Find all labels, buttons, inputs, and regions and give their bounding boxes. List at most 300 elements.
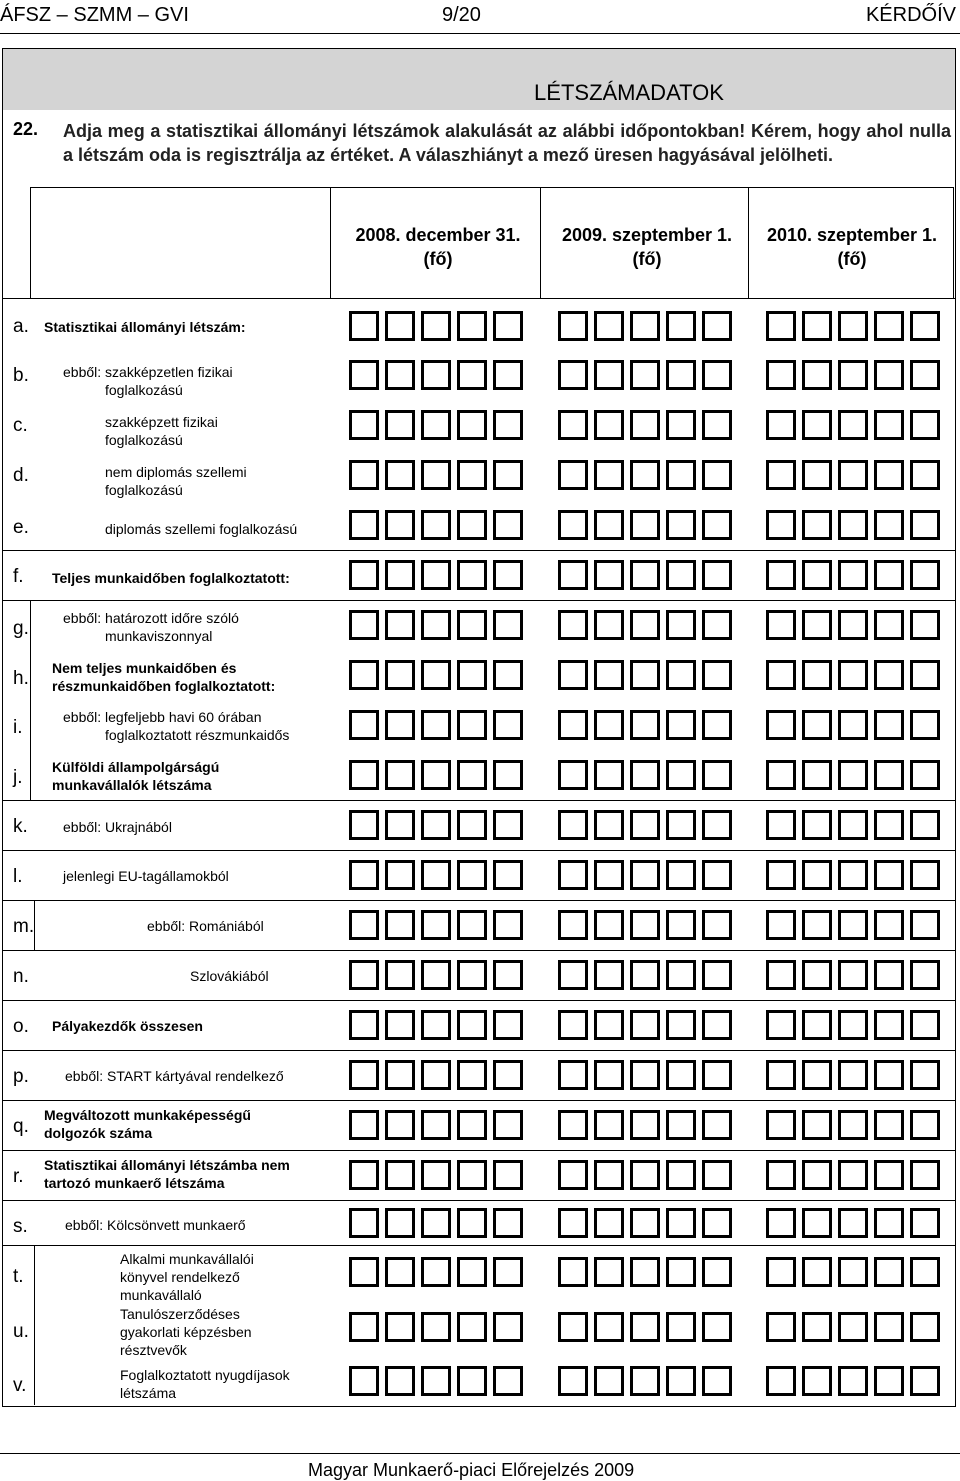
digit-cell[interactable] [349, 710, 379, 740]
digit-cell[interactable] [666, 1060, 696, 1090]
digit-cell[interactable] [493, 1257, 523, 1287]
digit-cell[interactable] [910, 1366, 940, 1396]
digit-cell[interactable] [594, 610, 624, 640]
digit-cell[interactable] [493, 710, 523, 740]
digit-cell[interactable] [874, 610, 904, 640]
digit-cell[interactable] [910, 1060, 940, 1090]
digit-cell[interactable] [594, 360, 624, 390]
digit-cell[interactable] [766, 510, 796, 540]
digit-cell[interactable] [421, 810, 451, 840]
digit-cell[interactable] [558, 360, 588, 390]
digit-cell[interactable] [838, 710, 868, 740]
digit-cell[interactable] [838, 1257, 868, 1287]
digit-cell[interactable] [558, 460, 588, 490]
digit-cell[interactable] [385, 360, 415, 390]
digit-cell[interactable] [802, 460, 832, 490]
digit-cell[interactable] [457, 910, 487, 940]
digit-cell[interactable] [702, 560, 732, 590]
digit-cell[interactable] [558, 1110, 588, 1140]
digit-cell[interactable] [630, 1312, 660, 1342]
digit-cell[interactable] [349, 1010, 379, 1040]
digit-cell[interactable] [385, 1312, 415, 1342]
digit-cell[interactable] [874, 510, 904, 540]
digit-cell[interactable] [630, 810, 660, 840]
digit-cell[interactable] [421, 1257, 451, 1287]
digit-cell[interactable] [385, 1110, 415, 1140]
digit-cell[interactable] [910, 560, 940, 590]
digit-cell[interactable] [594, 1160, 624, 1190]
digit-cell[interactable] [349, 910, 379, 940]
digit-cell[interactable] [874, 760, 904, 790]
digit-cell[interactable] [910, 311, 940, 341]
digit-cell[interactable] [802, 660, 832, 690]
digit-cell[interactable] [457, 710, 487, 740]
digit-cell[interactable] [702, 810, 732, 840]
digit-cell[interactable] [702, 1110, 732, 1140]
digit-cell[interactable] [910, 810, 940, 840]
digit-cell[interactable] [558, 1366, 588, 1396]
digit-cell[interactable] [666, 410, 696, 440]
digit-cell[interactable] [594, 560, 624, 590]
digit-cell[interactable] [421, 311, 451, 341]
digit-cell[interactable] [594, 460, 624, 490]
digit-cell[interactable] [910, 510, 940, 540]
digit-cell[interactable] [385, 311, 415, 341]
digit-cell[interactable] [457, 760, 487, 790]
digit-cell[interactable] [630, 660, 660, 690]
digit-cell[interactable] [874, 1110, 904, 1140]
digit-cell[interactable] [493, 1110, 523, 1140]
digit-cell[interactable] [766, 810, 796, 840]
digit-cell[interactable] [702, 1312, 732, 1342]
digit-cell[interactable] [666, 660, 696, 690]
digit-cell[interactable] [630, 1208, 660, 1238]
digit-cell[interactable] [594, 1366, 624, 1396]
digit-cell[interactable] [910, 1010, 940, 1040]
digit-cell[interactable] [594, 1110, 624, 1140]
digit-cell[interactable] [349, 1110, 379, 1140]
digit-cell[interactable] [702, 960, 732, 990]
digit-cell[interactable] [457, 1060, 487, 1090]
digit-cell[interactable] [349, 960, 379, 990]
digit-cell[interactable] [421, 910, 451, 940]
digit-cell[interactable] [349, 560, 379, 590]
digit-cell[interactable] [666, 760, 696, 790]
digit-cell[interactable] [457, 1366, 487, 1396]
digit-cell[interactable] [766, 610, 796, 640]
digit-cell[interactable] [874, 1257, 904, 1287]
digit-cell[interactable] [630, 1010, 660, 1040]
digit-cell[interactable] [493, 460, 523, 490]
digit-cell[interactable] [457, 560, 487, 590]
digit-cell[interactable] [349, 1160, 379, 1190]
digit-cell[interactable] [630, 410, 660, 440]
digit-cell[interactable] [802, 910, 832, 940]
digit-cell[interactable] [766, 311, 796, 341]
digit-cell[interactable] [558, 760, 588, 790]
digit-cell[interactable] [802, 360, 832, 390]
digit-cell[interactable] [493, 810, 523, 840]
digit-cell[interactable] [838, 610, 868, 640]
digit-cell[interactable] [874, 311, 904, 341]
digit-cell[interactable] [493, 1366, 523, 1396]
digit-cell[interactable] [421, 1110, 451, 1140]
digit-cell[interactable] [349, 760, 379, 790]
digit-cell[interactable] [385, 1060, 415, 1090]
digit-cell[interactable] [421, 410, 451, 440]
digit-cell[interactable] [874, 860, 904, 890]
digit-cell[interactable] [630, 610, 660, 640]
digit-cell[interactable] [421, 1160, 451, 1190]
digit-cell[interactable] [421, 1312, 451, 1342]
digit-cell[interactable] [349, 460, 379, 490]
digit-cell[interactable] [666, 1366, 696, 1396]
digit-cell[interactable] [874, 960, 904, 990]
digit-cell[interactable] [457, 460, 487, 490]
digit-cell[interactable] [385, 1160, 415, 1190]
digit-cell[interactable] [349, 1312, 379, 1342]
digit-cell[interactable] [630, 860, 660, 890]
digit-cell[interactable] [493, 510, 523, 540]
digit-cell[interactable] [874, 360, 904, 390]
digit-cell[interactable] [457, 660, 487, 690]
digit-cell[interactable] [493, 660, 523, 690]
digit-cell[interactable] [910, 410, 940, 440]
digit-cell[interactable] [349, 610, 379, 640]
digit-cell[interactable] [874, 810, 904, 840]
digit-cell[interactable] [493, 910, 523, 940]
digit-cell[interactable] [349, 311, 379, 341]
digit-cell[interactable] [630, 760, 660, 790]
digit-cell[interactable] [874, 410, 904, 440]
digit-cell[interactable] [702, 1010, 732, 1040]
digit-cell[interactable] [838, 510, 868, 540]
digit-cell[interactable] [558, 810, 588, 840]
digit-cell[interactable] [558, 1257, 588, 1287]
digit-cell[interactable] [349, 860, 379, 890]
digit-cell[interactable] [630, 1257, 660, 1287]
digit-cell[interactable] [802, 1366, 832, 1396]
digit-cell[interactable] [910, 610, 940, 640]
digit-cell[interactable] [838, 810, 868, 840]
digit-cell[interactable] [421, 560, 451, 590]
digit-cell[interactable] [457, 1160, 487, 1190]
digit-cell[interactable] [838, 311, 868, 341]
digit-cell[interactable] [666, 460, 696, 490]
digit-cell[interactable] [493, 410, 523, 440]
digit-cell[interactable] [385, 510, 415, 540]
digit-cell[interactable] [702, 410, 732, 440]
digit-cell[interactable] [558, 610, 588, 640]
digit-cell[interactable] [421, 660, 451, 690]
digit-cell[interactable] [385, 1208, 415, 1238]
digit-cell[interactable] [349, 1060, 379, 1090]
digit-cell[interactable] [630, 1366, 660, 1396]
digit-cell[interactable] [874, 1010, 904, 1040]
digit-cell[interactable] [630, 960, 660, 990]
digit-cell[interactable] [802, 1060, 832, 1090]
digit-cell[interactable] [385, 910, 415, 940]
digit-cell[interactable] [766, 1257, 796, 1287]
digit-cell[interactable] [702, 910, 732, 940]
digit-cell[interactable] [766, 360, 796, 390]
digit-cell[interactable] [594, 1257, 624, 1287]
digit-cell[interactable] [558, 960, 588, 990]
digit-cell[interactable] [702, 660, 732, 690]
digit-cell[interactable] [702, 360, 732, 390]
digit-cell[interactable] [702, 1366, 732, 1396]
digit-cell[interactable] [630, 311, 660, 341]
digit-cell[interactable] [349, 810, 379, 840]
digit-cell[interactable] [666, 1208, 696, 1238]
digit-cell[interactable] [910, 860, 940, 890]
digit-cell[interactable] [838, 460, 868, 490]
digit-cell[interactable] [766, 860, 796, 890]
digit-cell[interactable] [910, 360, 940, 390]
digit-cell[interactable] [457, 410, 487, 440]
digit-cell[interactable] [910, 1160, 940, 1190]
digit-cell[interactable] [421, 610, 451, 640]
digit-cell[interactable] [766, 460, 796, 490]
digit-cell[interactable] [802, 510, 832, 540]
digit-cell[interactable] [594, 1208, 624, 1238]
digit-cell[interactable] [349, 410, 379, 440]
digit-cell[interactable] [493, 1208, 523, 1238]
digit-cell[interactable] [594, 410, 624, 440]
digit-cell[interactable] [838, 660, 868, 690]
digit-cell[interactable] [630, 1110, 660, 1140]
digit-cell[interactable] [385, 560, 415, 590]
digit-cell[interactable] [457, 860, 487, 890]
digit-cell[interactable] [910, 1208, 940, 1238]
digit-cell[interactable] [802, 810, 832, 840]
digit-cell[interactable] [766, 660, 796, 690]
digit-cell[interactable] [385, 810, 415, 840]
digit-cell[interactable] [421, 860, 451, 890]
digit-cell[interactable] [493, 1312, 523, 1342]
digit-cell[interactable] [421, 760, 451, 790]
digit-cell[interactable] [385, 1257, 415, 1287]
digit-cell[interactable] [385, 760, 415, 790]
digit-cell[interactable] [802, 1010, 832, 1040]
digit-cell[interactable] [874, 660, 904, 690]
digit-cell[interactable] [385, 960, 415, 990]
digit-cell[interactable] [838, 910, 868, 940]
digit-cell[interactable] [666, 1257, 696, 1287]
digit-cell[interactable] [802, 610, 832, 640]
digit-cell[interactable] [838, 1110, 868, 1140]
digit-cell[interactable] [910, 960, 940, 990]
digit-cell[interactable] [802, 560, 832, 590]
digit-cell[interactable] [702, 311, 732, 341]
digit-cell[interactable] [421, 460, 451, 490]
digit-cell[interactable] [457, 510, 487, 540]
digit-cell[interactable] [457, 1110, 487, 1140]
digit-cell[interactable] [666, 1110, 696, 1140]
digit-cell[interactable] [493, 1060, 523, 1090]
digit-cell[interactable] [666, 360, 696, 390]
digit-cell[interactable] [594, 311, 624, 341]
digit-cell[interactable] [349, 360, 379, 390]
digit-cell[interactable] [630, 1060, 660, 1090]
digit-cell[interactable] [457, 610, 487, 640]
digit-cell[interactable] [666, 810, 696, 840]
digit-cell[interactable] [838, 410, 868, 440]
digit-cell[interactable] [874, 1312, 904, 1342]
digit-cell[interactable] [666, 860, 696, 890]
digit-cell[interactable] [558, 410, 588, 440]
digit-cell[interactable] [802, 410, 832, 440]
digit-cell[interactable] [630, 560, 660, 590]
digit-cell[interactable] [766, 910, 796, 940]
digit-cell[interactable] [838, 1010, 868, 1040]
digit-cell[interactable] [910, 1312, 940, 1342]
digit-cell[interactable] [493, 860, 523, 890]
digit-cell[interactable] [874, 710, 904, 740]
digit-cell[interactable] [421, 1208, 451, 1238]
digit-cell[interactable] [558, 560, 588, 590]
digit-cell[interactable] [838, 560, 868, 590]
digit-cell[interactable] [457, 1208, 487, 1238]
digit-cell[interactable] [594, 1060, 624, 1090]
digit-cell[interactable] [802, 1312, 832, 1342]
digit-cell[interactable] [838, 860, 868, 890]
digit-cell[interactable] [493, 1010, 523, 1040]
digit-cell[interactable] [493, 610, 523, 640]
digit-cell[interactable] [910, 710, 940, 740]
digit-cell[interactable] [630, 910, 660, 940]
digit-cell[interactable] [349, 660, 379, 690]
digit-cell[interactable] [666, 710, 696, 740]
digit-cell[interactable] [874, 1160, 904, 1190]
digit-cell[interactable] [802, 760, 832, 790]
digit-cell[interactable] [874, 460, 904, 490]
digit-cell[interactable] [702, 510, 732, 540]
digit-cell[interactable] [702, 460, 732, 490]
digit-cell[interactable] [702, 760, 732, 790]
digit-cell[interactable] [838, 1208, 868, 1238]
digit-cell[interactable] [766, 1010, 796, 1040]
digit-cell[interactable] [910, 460, 940, 490]
digit-cell[interactable] [385, 710, 415, 740]
digit-cell[interactable] [558, 1060, 588, 1090]
digit-cell[interactable] [457, 1257, 487, 1287]
digit-cell[interactable] [910, 660, 940, 690]
digit-cell[interactable] [349, 1257, 379, 1287]
digit-cell[interactable] [558, 860, 588, 890]
digit-cell[interactable] [630, 710, 660, 740]
digit-cell[interactable] [385, 610, 415, 640]
digit-cell[interactable] [766, 560, 796, 590]
digit-cell[interactable] [910, 760, 940, 790]
digit-cell[interactable] [874, 1208, 904, 1238]
digit-cell[interactable] [493, 1160, 523, 1190]
digit-cell[interactable] [802, 710, 832, 740]
digit-cell[interactable] [630, 1160, 660, 1190]
digit-cell[interactable] [558, 710, 588, 740]
digit-cell[interactable] [666, 1010, 696, 1040]
digit-cell[interactable] [910, 910, 940, 940]
digit-cell[interactable] [702, 610, 732, 640]
digit-cell[interactable] [802, 960, 832, 990]
digit-cell[interactable] [558, 1160, 588, 1190]
digit-cell[interactable] [874, 1060, 904, 1090]
digit-cell[interactable] [802, 311, 832, 341]
digit-cell[interactable] [766, 960, 796, 990]
digit-cell[interactable] [457, 360, 487, 390]
digit-cell[interactable] [385, 660, 415, 690]
digit-cell[interactable] [838, 1366, 868, 1396]
digit-cell[interactable] [838, 360, 868, 390]
digit-cell[interactable] [493, 560, 523, 590]
digit-cell[interactable] [630, 360, 660, 390]
digit-cell[interactable] [385, 410, 415, 440]
digit-cell[interactable] [702, 710, 732, 740]
digit-cell[interactable] [666, 311, 696, 341]
digit-cell[interactable] [457, 960, 487, 990]
digit-cell[interactable] [838, 760, 868, 790]
digit-cell[interactable] [838, 1160, 868, 1190]
digit-cell[interactable] [349, 510, 379, 540]
digit-cell[interactable] [493, 360, 523, 390]
digit-cell[interactable] [630, 460, 660, 490]
digit-cell[interactable] [838, 960, 868, 990]
digit-cell[interactable] [766, 1110, 796, 1140]
digit-cell[interactable] [766, 710, 796, 740]
digit-cell[interactable] [594, 910, 624, 940]
digit-cell[interactable] [702, 1208, 732, 1238]
digit-cell[interactable] [421, 360, 451, 390]
digit-cell[interactable] [594, 660, 624, 690]
digit-cell[interactable] [666, 560, 696, 590]
digit-cell[interactable] [802, 1208, 832, 1238]
digit-cell[interactable] [594, 960, 624, 990]
digit-cell[interactable] [594, 760, 624, 790]
digit-cell[interactable] [766, 1366, 796, 1396]
digit-cell[interactable] [558, 510, 588, 540]
digit-cell[interactable] [766, 1312, 796, 1342]
digit-cell[interactable] [594, 860, 624, 890]
digit-cell[interactable] [385, 1366, 415, 1396]
digit-cell[interactable] [421, 960, 451, 990]
digit-cell[interactable] [421, 1060, 451, 1090]
digit-cell[interactable] [385, 460, 415, 490]
digit-cell[interactable] [802, 1110, 832, 1140]
digit-cell[interactable] [594, 710, 624, 740]
digit-cell[interactable] [349, 1366, 379, 1396]
digit-cell[interactable] [457, 810, 487, 840]
digit-cell[interactable] [910, 1257, 940, 1287]
digit-cell[interactable] [766, 1160, 796, 1190]
digit-cell[interactable] [874, 1366, 904, 1396]
digit-cell[interactable] [385, 1010, 415, 1040]
digit-cell[interactable] [594, 1010, 624, 1040]
digit-cell[interactable] [666, 960, 696, 990]
digit-cell[interactable] [766, 760, 796, 790]
digit-cell[interactable] [838, 1312, 868, 1342]
digit-cell[interactable] [558, 910, 588, 940]
digit-cell[interactable] [421, 710, 451, 740]
digit-cell[interactable] [421, 1366, 451, 1396]
digit-cell[interactable] [558, 311, 588, 341]
digit-cell[interactable] [766, 410, 796, 440]
digit-cell[interactable] [594, 1312, 624, 1342]
digit-cell[interactable] [493, 960, 523, 990]
digit-cell[interactable] [874, 910, 904, 940]
digit-cell[interactable] [630, 510, 660, 540]
digit-cell[interactable] [493, 760, 523, 790]
digit-cell[interactable] [838, 1060, 868, 1090]
